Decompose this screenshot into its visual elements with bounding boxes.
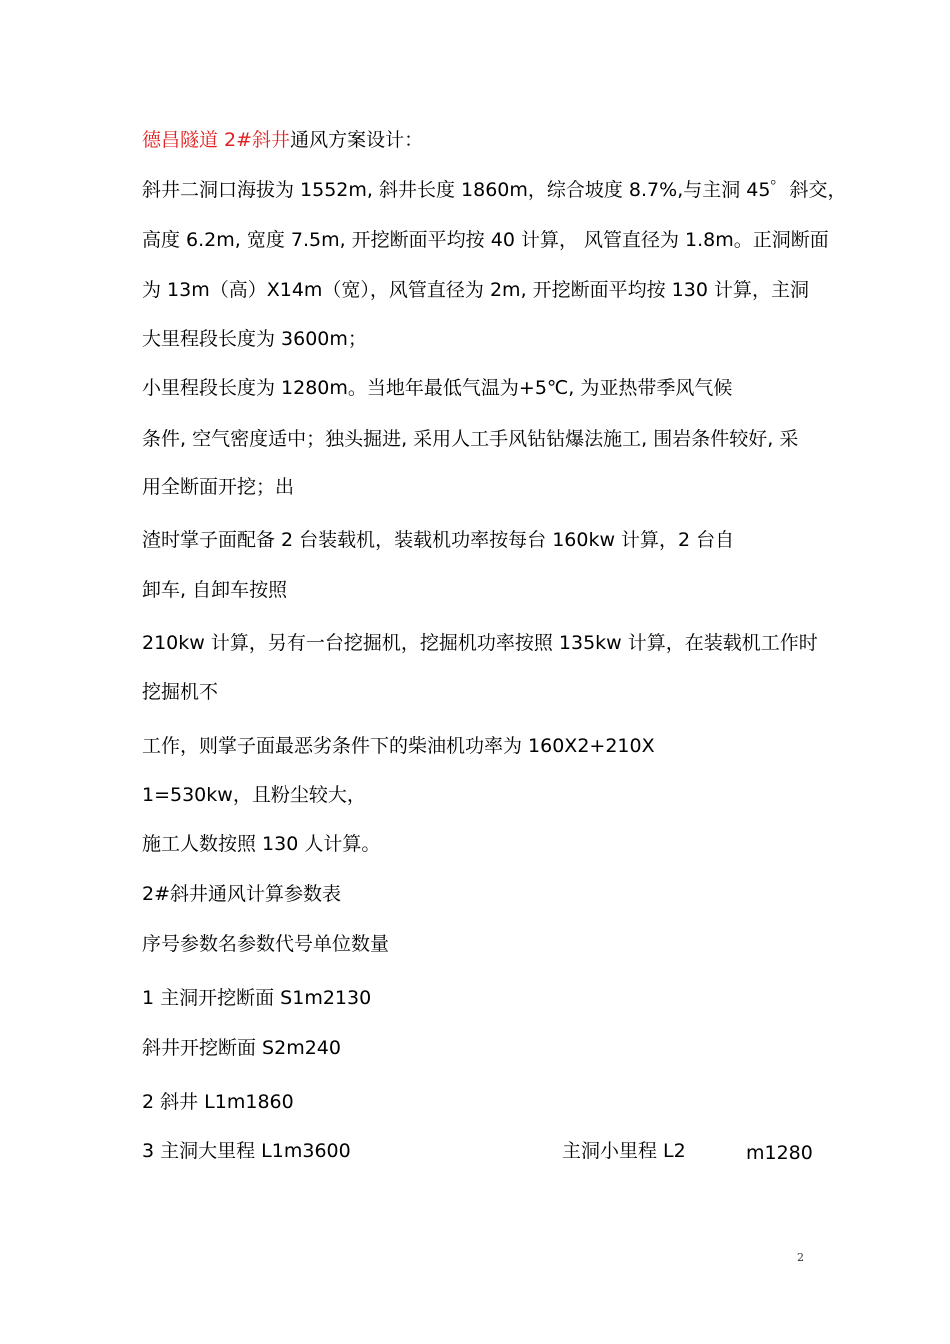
paragraph-line: 挖掘机不 (142, 681, 219, 703)
paragraph-line: 卸车, 自卸车按照 (142, 579, 288, 601)
table-row: 2 斜井 L1m1860 (142, 1091, 294, 1113)
doc-title-rest: 通风方案设计： (290, 129, 424, 151)
doc-title (142, 128, 423, 152)
doc-title-highlight: 德昌隧道 2#斜井 (142, 129, 291, 151)
paragraph-line: 施工人数按照 130 人计算。 (142, 833, 381, 855)
table-cell-right: m1280 (746, 1142, 813, 1164)
paragraph-line: 为 13m（高）X14m（宽），风管直径为 2m, 开挖断面平均按 130 计算，主洞 (142, 279, 809, 301)
paragraph-line: 1=530kw，且粉尘较大， (142, 784, 366, 806)
paragraph-line: 工作，则掌子面最恶劣条件下的柴油机功率为 160X2+210X (142, 735, 655, 757)
table-row: 斜井开挖断面 S2m240 (142, 1037, 341, 1059)
page-number: 2 (797, 1251, 804, 1264)
table-row: 3 主洞大里程 L1m3600 (142, 1140, 351, 1162)
paragraph-line: 条件, 空气密度适中；独头掘进, 采用人工手风钻钻爆法施工, 围岩条件较好, 采 (142, 428, 799, 450)
paragraph-line: 用全断面开挖；出 (142, 476, 295, 498)
table-row: 1 主洞开挖断面 S1m2130 (142, 987, 372, 1009)
paragraph-line: 小里程段长度为 1280m。当地年最低气温为+5℃, 为亚热带季风气候 (142, 377, 733, 399)
paragraph-line: 大里程段长度为 3600m； (142, 328, 367, 350)
paragraph-line: 渣时掌子面配备 2 台装载机，装载机功率按每台 160kw 计算，2 台自 (142, 529, 735, 551)
table-cell-right: 主洞小里程 L2 (562, 1140, 686, 1162)
paragraph-line: 斜井二洞口海拔为 1552m, 斜井长度 1860m，综合坡度 8.7%,与主洞 45゜斜交， (142, 179, 847, 201)
table-heading: 2#斜井通风计算参数表 (142, 883, 342, 905)
table-header-row: 序号参数名参数代号单位数量 (142, 933, 390, 955)
paragraph-line: 高度 6.2m, 宽度 7.5m, 开挖断面平均按 40 计算， 风管直径为 1.8m。正洞断面 (142, 229, 829, 251)
paragraph-line: 210kw 计算，另有一台挖掘机，挖掘机功率按照 135kw 计算，在装载机工作时 (142, 632, 818, 654)
